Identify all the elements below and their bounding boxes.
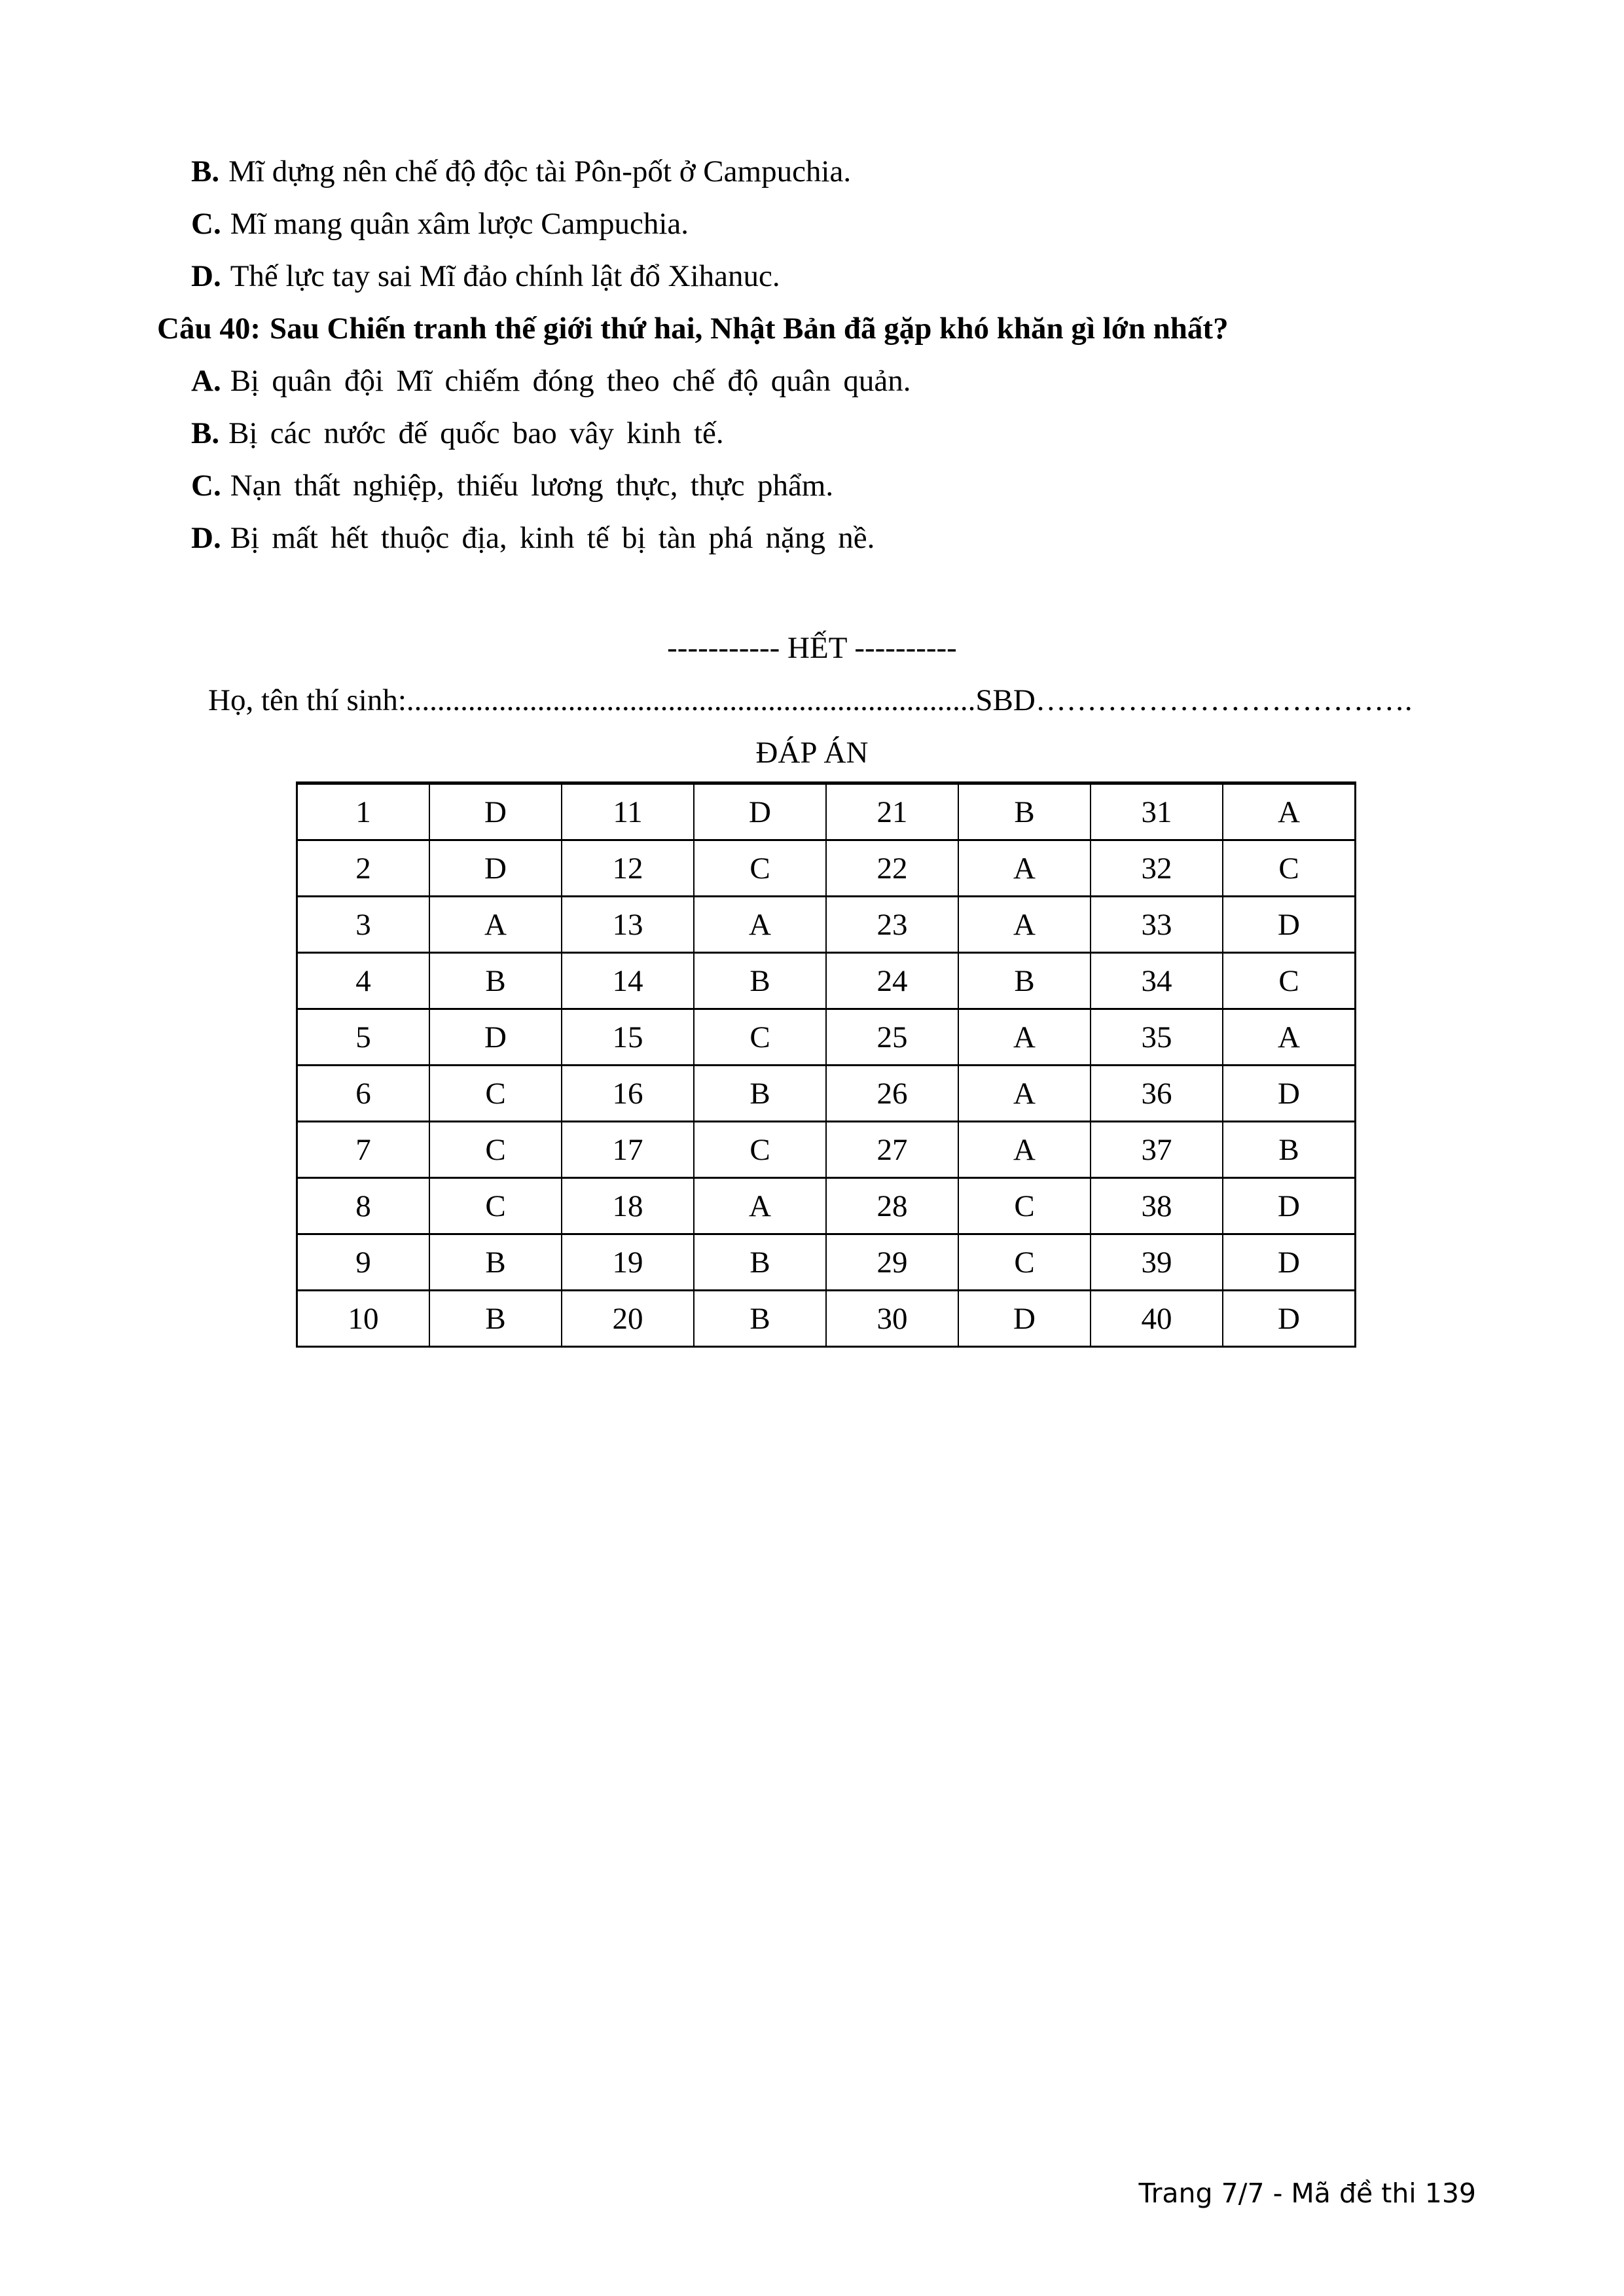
question-39-option-b — [0, 145, 1624, 198]
answer-letter-cell: B — [429, 953, 562, 1009]
answer-letter-cell: C — [429, 1178, 562, 1234]
answer-letter-cell: B — [1223, 1122, 1356, 1178]
sbd-blank: ………………………………. — [1035, 683, 1413, 717]
question-number-cell: 37 — [1091, 1122, 1223, 1178]
question-number-cell: 19 — [562, 1234, 694, 1291]
question-number-cell: 16 — [562, 1066, 694, 1122]
answer-letter-cell: D — [1223, 897, 1356, 953]
option-label: C. — [191, 469, 221, 503]
question-text: Sau Chiến tranh thế giới thứ hai, Nhật Bản đã gặp khó khăn gì lớn nhất? — [269, 312, 1229, 346]
option-text: Bị quân đội Mĩ chiếm đóng theo chế độ quân quản. — [230, 364, 911, 398]
answer-letter-cell: C — [429, 1066, 562, 1122]
answer-letter-cell: D — [1223, 1291, 1356, 1347]
answer-key-table — [296, 781, 1356, 1348]
answer-letter-cell: A — [429, 897, 562, 953]
answer-letter-cell: C — [958, 1234, 1091, 1291]
answer-table-row — [297, 897, 1356, 953]
question-number-cell: 10 — [297, 1291, 430, 1347]
student-name-blank: .......................................................................... — [406, 683, 976, 717]
answer-letter-cell: A — [958, 897, 1091, 953]
question-number-cell: 33 — [1091, 897, 1223, 953]
question-40-option-b — [0, 407, 1624, 459]
answer-letter-cell: D — [429, 840, 562, 897]
answer-letter-cell: D — [1223, 1234, 1356, 1291]
question-39-option-d — [0, 250, 1624, 302]
option-text: Bị mất hết thuộc địa, kinh tế bị tàn phá nặng nề. — [230, 521, 875, 555]
answer-letter-cell: A — [694, 897, 826, 953]
question-number-cell: 30 — [826, 1291, 958, 1347]
option-text: Thế lực tay sai Mĩ đảo chính lật đổ Xihanuc. — [230, 259, 780, 293]
question-number-cell: 29 — [826, 1234, 958, 1291]
answer-letter-cell: B — [958, 953, 1091, 1009]
question-number-cell: 28 — [826, 1178, 958, 1234]
question-number-cell: 13 — [562, 897, 694, 953]
answer-letter-cell: C — [429, 1122, 562, 1178]
question-number-cell: 2 — [297, 840, 430, 897]
answer-letter-cell: D — [429, 1009, 562, 1066]
answer-table-row — [297, 1009, 1356, 1066]
answer-letter-cell: D — [694, 783, 826, 840]
answer-letter-cell: D — [958, 1291, 1091, 1347]
option-label: D. — [191, 259, 221, 293]
answer-letter-cell: B — [429, 1291, 562, 1347]
question-number-cell: 1 — [297, 783, 430, 840]
question-number-cell: 31 — [1091, 783, 1223, 840]
end-of-exam-marker: ----------- HẾT ---------- — [667, 631, 957, 665]
question-number-cell: 38 — [1091, 1178, 1223, 1234]
answer-letter-cell: C — [958, 1178, 1091, 1234]
question-number-cell: 7 — [297, 1122, 430, 1178]
answer-table-row — [297, 783, 1356, 840]
question-40-option-d — [0, 512, 1624, 564]
question-number-cell: 22 — [826, 840, 958, 897]
question-number-cell: 14 — [562, 953, 694, 1009]
option-text: Mĩ mang quân xâm lược Campuchia. — [230, 207, 689, 241]
answer-table-row — [297, 1122, 1356, 1178]
option-label: D. — [191, 521, 221, 555]
option-label: B. — [191, 154, 220, 188]
question-number-cell: 9 — [297, 1234, 430, 1291]
question-number-cell: 36 — [1091, 1066, 1223, 1122]
question-number-cell: 8 — [297, 1178, 430, 1234]
answer-letter-cell: B — [694, 1066, 826, 1122]
option-text: Nạn thất nghiệp, thiếu lương thực, thực phẩm. — [230, 469, 834, 503]
answer-table-row — [297, 1234, 1356, 1291]
answer-letter-cell: A — [1223, 1009, 1356, 1066]
answer-letter-cell: A — [1223, 783, 1356, 840]
option-text: Mĩ dựng nên chế độ độc tài Pôn-pốt ở Campuchia. — [228, 154, 852, 188]
question-40-option-c — [0, 459, 1624, 512]
question-number-cell: 3 — [297, 897, 430, 953]
answer-letter-cell: B — [694, 953, 826, 1009]
question-number-cell: 20 — [562, 1291, 694, 1347]
answer-letter-cell: A — [958, 1009, 1091, 1066]
question-number-cell: 24 — [826, 953, 958, 1009]
question-number-cell: 23 — [826, 897, 958, 953]
answer-table-row — [297, 1178, 1356, 1234]
answer-letter-cell: C — [694, 1009, 826, 1066]
student-name-label: Họ, tên thí sinh: — [208, 683, 406, 717]
answer-letter-cell: D — [1223, 1178, 1356, 1234]
answer-table-row — [297, 1066, 1356, 1122]
question-39-option-c — [0, 198, 1624, 250]
answer-letter-cell: B — [429, 1234, 562, 1291]
answer-letter-cell: A — [958, 1122, 1091, 1178]
question-40-heading — [0, 302, 1624, 355]
question-number-cell: 5 — [297, 1009, 430, 1066]
question-number-cell: 27 — [826, 1122, 958, 1178]
question-number-cell: 21 — [826, 783, 958, 840]
answer-letter-cell: B — [694, 1291, 826, 1347]
option-label: B. — [191, 416, 220, 450]
answer-letter-cell: B — [958, 783, 1091, 840]
question-number-cell: 18 — [562, 1178, 694, 1234]
answer-table-row — [297, 840, 1356, 897]
question-number-cell: 26 — [826, 1066, 958, 1122]
question-40-option-a — [0, 355, 1624, 407]
question-number-cell: 34 — [1091, 953, 1223, 1009]
answer-letter-cell: B — [694, 1234, 826, 1291]
answer-key-title: ĐÁP ÁN — [755, 736, 869, 770]
question-number: Câu 40: — [157, 312, 261, 346]
question-number-cell: 6 — [297, 1066, 430, 1122]
answer-letter-cell: A — [958, 1066, 1091, 1122]
answer-letter-cell: A — [958, 840, 1091, 897]
option-label: C. — [191, 207, 221, 241]
question-number-cell: 25 — [826, 1009, 958, 1066]
question-number-cell: 11 — [562, 783, 694, 840]
answer-table-row — [297, 953, 1356, 1009]
question-number-cell: 17 — [562, 1122, 694, 1178]
page-content — [0, 145, 1624, 1348]
question-number-cell: 35 — [1091, 1009, 1223, 1066]
student-info-line — [0, 674, 1624, 726]
answer-letter-cell: C — [1223, 953, 1356, 1009]
sbd-label: SBD — [975, 683, 1036, 717]
question-number-cell: 12 — [562, 840, 694, 897]
answer-table-body — [297, 783, 1356, 1347]
option-text: Bị các nước đế quốc bao vây kinh tế. — [228, 416, 724, 450]
answer-letter-cell: D — [429, 783, 562, 840]
answer-table-row — [297, 1291, 1356, 1347]
answer-letter-cell: C — [1223, 840, 1356, 897]
question-number-cell: 40 — [1091, 1291, 1223, 1347]
answer-letter-cell: A — [694, 1178, 826, 1234]
answer-letter-cell: C — [694, 840, 826, 897]
page-footer: Trang 7/7 - Mã đề thi 139 — [1138, 2178, 1476, 2209]
question-number-cell: 32 — [1091, 840, 1223, 897]
question-number-cell: 39 — [1091, 1234, 1223, 1291]
question-number-cell: 15 — [562, 1009, 694, 1066]
question-number-cell: 4 — [297, 953, 430, 1009]
answer-letter-cell: D — [1223, 1066, 1356, 1122]
option-label: A. — [191, 364, 221, 398]
answer-letter-cell: C — [694, 1122, 826, 1178]
